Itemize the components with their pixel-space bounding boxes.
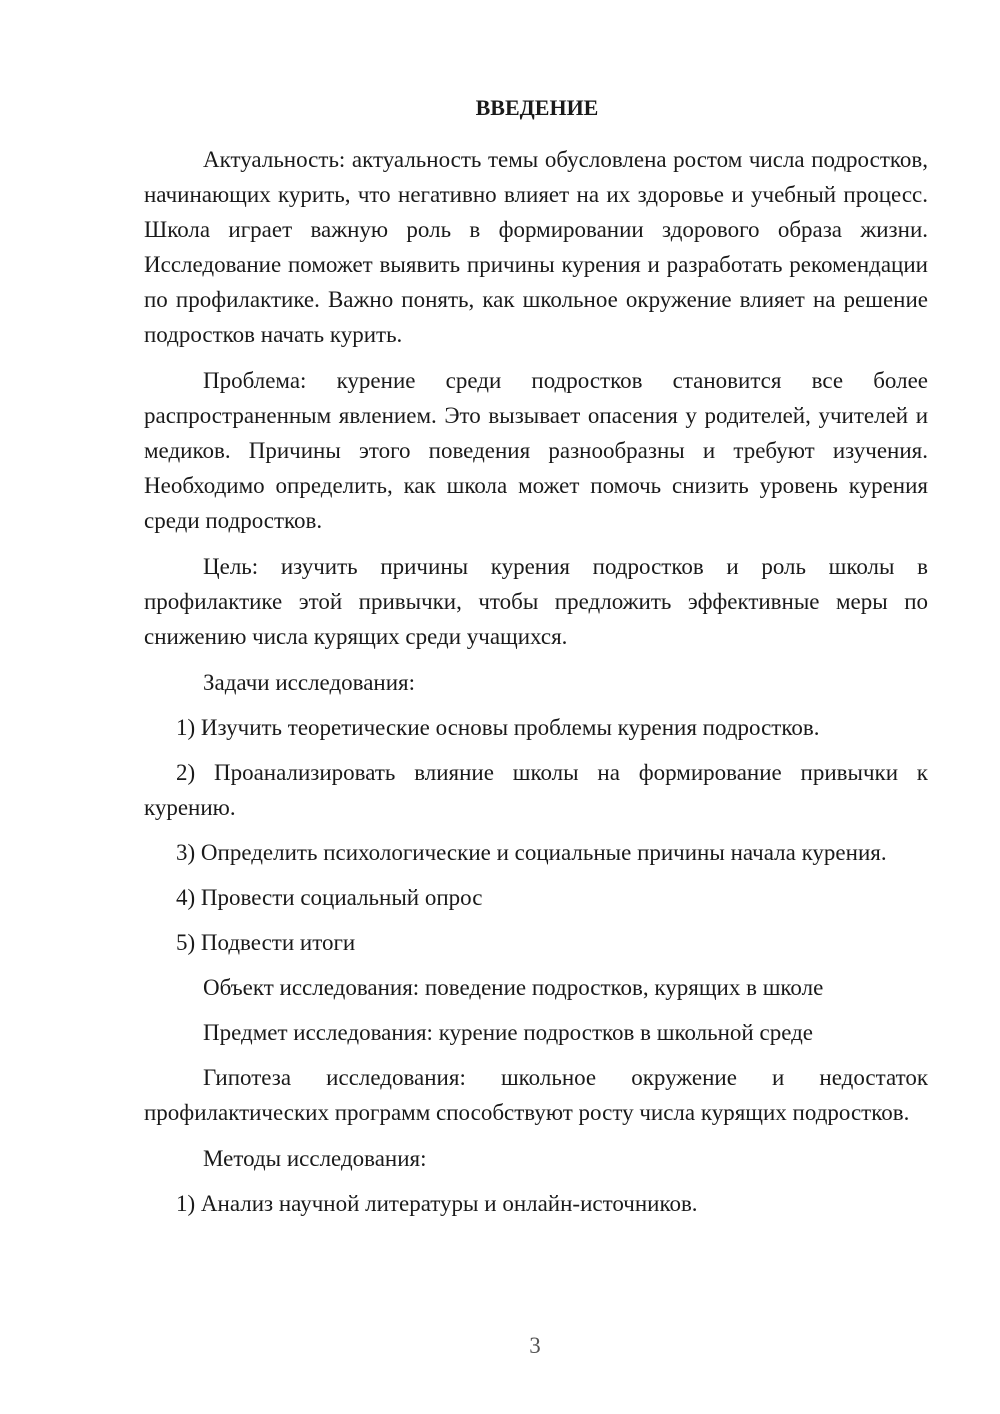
method-item: 1) Анализ научной литературы и онлайн-источников. xyxy=(176,1191,698,1216)
goal-paragraph: Цель: изучить причины курения подростков и роль школы в профилактике этой привычки, чтобы предложить эффективные меры по снижению числа курящих среди учащихся. xyxy=(144,554,928,649)
page-content xyxy=(144,93,928,1231)
task-item: 3) Определить психологические и социальные причины начала курения. xyxy=(176,840,887,865)
task-item: 4) Провести социальный опрос xyxy=(176,885,483,910)
object-line: Объект исследования: поведение подростков, курящих в школе xyxy=(203,975,824,1000)
task-item: 2) Проанализировать влияние школы на формирование привычки к курению. xyxy=(144,760,928,820)
tasks-heading: Задачи исследования: xyxy=(203,670,416,695)
methods-heading: Методы исследования: xyxy=(203,1146,427,1171)
relevance-paragraph: Актуальность: актуальность темы обусловлена ростом числа подростков, начинающих курить, что негативно влияет на их здоровье и учебный процесс. Школа играет важную роль в формировании здорового образа жизни. Исследование поможет выявить причины курения и разработать рекомендации по профилактике. Важно понять, как школьное окружение влияет на решение подростков начать курить. xyxy=(144,147,928,347)
hypothesis-paragraph: Гипотеза исследования: школьное окружение и недостаток профилактических программ способствуют росту числа курящих подростков. xyxy=(144,1065,928,1125)
subject-line: Предмет исследования: курение подростков в школьной среде xyxy=(203,1020,814,1045)
page-number: 3 xyxy=(529,1333,541,1358)
section-heading: ВВЕДЕНИЕ xyxy=(475,95,599,120)
task-item: 1) Изучить теоретические основы проблемы курения подростков. xyxy=(176,715,820,740)
task-item: 5) Подвести итоги xyxy=(176,930,356,955)
problem-paragraph: Проблема: курение среди подростков становится все более распространенным явлением. Это вызывает опасения у родителей, учителей и медиков. Причины этого поведения разнообразны и требуют изучения. Необходимо определить, как школа может помочь снизить уровень курения среди подростков. xyxy=(144,368,928,533)
